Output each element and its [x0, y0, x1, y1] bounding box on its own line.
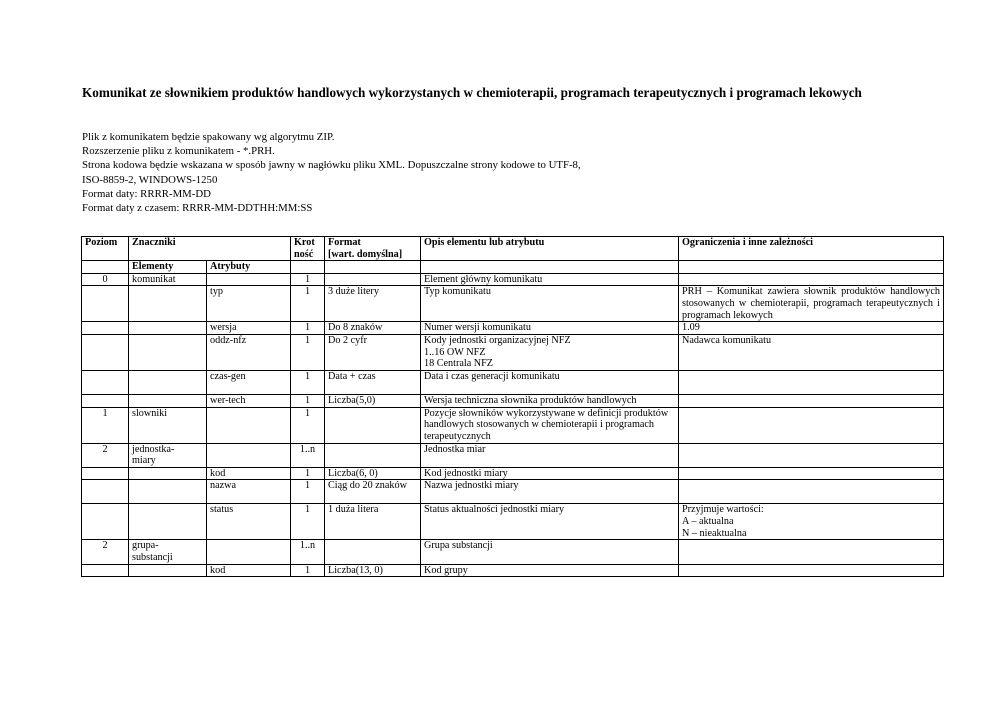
cell-element: slowniki [129, 407, 207, 443]
table-row [82, 394, 944, 407]
cell-krotnosc: 1 [291, 334, 325, 370]
cell-format [325, 407, 421, 443]
cell-opis: Grupa substancji [421, 540, 679, 564]
cell-krotnosc: 1 [291, 504, 325, 540]
cell-krotnosc: 1 [291, 467, 325, 480]
cell-atrybut [207, 540, 291, 564]
subheader-empty [291, 261, 325, 274]
cell-ograniczenia [679, 407, 944, 443]
header-znaczniki: Znaczniki [129, 237, 291, 261]
cell-format: Do 8 znaków [325, 322, 421, 335]
intro-line: Rozszerzenie pliku z komunikatem - *.PRH. [82, 145, 275, 158]
cell-format: 1 duża litera [325, 504, 421, 540]
cell-ograniczenia [679, 540, 944, 564]
cell-krotnosc: 1..n [291, 540, 325, 564]
table-row [82, 273, 944, 286]
subheader-empty [421, 261, 679, 274]
cell-poziom [82, 322, 129, 335]
cell-format: Liczba(6, 0) [325, 467, 421, 480]
cell-opis: Element główny komunikatu [421, 273, 679, 286]
cell-krotnosc: 1 [291, 286, 325, 322]
cell-format: Do 2 cyfr [325, 334, 421, 370]
intro-line: Strona kodowa będzie wskazana w sposób jawny w nagłówku pliku XML. Dopuszczalne strony kodowe to UTF-8, [82, 159, 581, 172]
subheader-row [82, 261, 944, 274]
cell-poziom [82, 286, 129, 322]
cell-atrybut: czas-gen [207, 370, 291, 394]
cell-atrybut: nazwa [207, 480, 291, 504]
subheader-empty [679, 261, 944, 274]
cell-element [129, 370, 207, 394]
cell-poziom: 2 [82, 443, 129, 467]
header-opis: Opis elementu lub atrybutu [421, 237, 679, 261]
cell-opis: Wersja techniczna słownika produktów handlowych [421, 394, 679, 407]
cell-element [129, 286, 207, 322]
cell-element [129, 480, 207, 504]
cell-format [325, 443, 421, 467]
cell-ograniczenia: Nadawca komunikatu [679, 334, 944, 370]
cell-ograniczenia [679, 394, 944, 407]
table-row [82, 467, 944, 480]
cell-ograniczenia [679, 480, 944, 504]
cell-format [325, 540, 421, 564]
cell-ograniczenia [679, 467, 944, 480]
cell-atrybut: typ [207, 286, 291, 322]
cell-ograniczenia [679, 564, 944, 577]
cell-atrybut: status [207, 504, 291, 540]
cell-ograniczenia: Przyjmuje wartości: A – aktualna N – nieaktualna [679, 504, 944, 540]
cell-format: Ciąg do 20 znaków [325, 480, 421, 504]
cell-format: Liczba(13, 0) [325, 564, 421, 577]
cell-atrybut [207, 407, 291, 443]
cell-krotnosc: 1 [291, 322, 325, 335]
header-row [82, 237, 944, 261]
table-row [82, 286, 944, 322]
intro-text [82, 130, 902, 215]
cell-poziom [82, 467, 129, 480]
cell-poziom [82, 564, 129, 577]
cell-element [129, 334, 207, 370]
cell-ograniczenia [679, 370, 944, 394]
cell-ograniczenia: PRH – Komunikat zawiera słownik produktów handlowych stosowanych w chemioterapii, programach terapeutycznych i programach lekowych [679, 286, 944, 322]
cell-element [129, 467, 207, 480]
cell-element [129, 504, 207, 540]
cell-opis: Numer wersji komunikatu [421, 322, 679, 335]
table-row [82, 322, 944, 335]
cell-atrybut [207, 273, 291, 286]
cell-ograniczenia [679, 273, 944, 286]
table-row [82, 370, 944, 394]
subheader-empty [82, 261, 129, 274]
cell-krotnosc: 1 [291, 407, 325, 443]
header-format: Format [wart. domyślna] [325, 237, 421, 261]
header-ograniczenia: Ograniczenia i inne zależności [679, 237, 944, 261]
cell-krotnosc: 1 [291, 480, 325, 504]
cell-element: komunikat [129, 273, 207, 286]
cell-format: 3 duże litery [325, 286, 421, 322]
cell-opis: Jednostka miar [421, 443, 679, 467]
cell-poziom [82, 370, 129, 394]
cell-format [325, 273, 421, 286]
cell-krotnosc: 1 [291, 273, 325, 286]
table-row [82, 504, 944, 540]
cell-krotnosc: 1 [291, 564, 325, 577]
cell-poziom [82, 394, 129, 407]
cell-opis: Kod jednostki miary [421, 467, 679, 480]
intro-line: Format daty z czasem: RRRR-MM-DDTHH:MM:SS [82, 202, 313, 215]
cell-opis: Kody jednostki organizacyjnej NFZ 1..16 OW NFZ 18 Centrala NFZ [421, 334, 679, 370]
cell-atrybut [207, 443, 291, 467]
table-row [82, 480, 944, 504]
cell-ograniczenia [679, 443, 944, 467]
cell-element: grupa- substancji [129, 540, 207, 564]
cell-atrybut: oddz-nfz [207, 334, 291, 370]
subheader-elementy: Elementy [129, 261, 207, 274]
cell-atrybut: wersja [207, 322, 291, 335]
cell-poziom [82, 334, 129, 370]
intro-line: Format daty: RRRR-MM-DD [82, 187, 211, 200]
subheader-empty [325, 261, 421, 274]
cell-opis: Kod grupy [421, 564, 679, 577]
table-row [82, 443, 944, 467]
cell-poziom [82, 504, 129, 540]
document-title: Komunikat ze słownikiem produktów handlowych wykorzystanych w chemioterapii, programach terapeutycznych i programach lekowych [82, 85, 862, 100]
header-poziom: Poziom [82, 237, 129, 261]
cell-opis: Pozycje słowników wykorzystywane w definicji produktów handlowych stosowanych w chemioterapii i programach terapeutycznych [421, 407, 679, 443]
cell-poziom: 0 [82, 273, 129, 286]
cell-krotnosc: 1 [291, 370, 325, 394]
cell-atrybut: wer-tech [207, 394, 291, 407]
cell-format: Data + czas [325, 370, 421, 394]
cell-element [129, 394, 207, 407]
cell-format: Liczba(5,0) [325, 394, 421, 407]
cell-poziom: 2 [82, 540, 129, 564]
intro-line: Plik z komunikatem będzie spakowany wg algorytmu ZIP. [82, 131, 335, 143]
header-krotnosc: Krot ność [291, 237, 325, 261]
cell-element: jednostka- miary [129, 443, 207, 467]
cell-poziom: 1 [82, 407, 129, 443]
cell-ograniczenia: 1.09 [679, 322, 944, 335]
cell-opis: Data i czas generacji komunikatu [421, 370, 679, 394]
cell-opis: Typ komunikatu [421, 286, 679, 322]
cell-poziom [82, 480, 129, 504]
cell-atrybut: kod [207, 467, 291, 480]
table-row [82, 564, 944, 577]
cell-krotnosc: 1..n [291, 443, 325, 467]
cell-krotnosc: 1 [291, 394, 325, 407]
cell-atrybut: kod [207, 564, 291, 577]
table-row [82, 334, 944, 370]
cell-element [129, 322, 207, 335]
cell-element [129, 564, 207, 577]
table-row [82, 540, 944, 564]
subheader-atrybuty: Atrybuty [207, 261, 291, 274]
cell-opis: Status aktualności jednostki miary [421, 504, 679, 540]
table-row [82, 407, 944, 443]
intro-line: ISO-8859-2, WINDOWS-1250 [82, 173, 218, 186]
spec-table [81, 236, 944, 577]
cell-opis: Nazwa jednostki miary [421, 480, 679, 504]
